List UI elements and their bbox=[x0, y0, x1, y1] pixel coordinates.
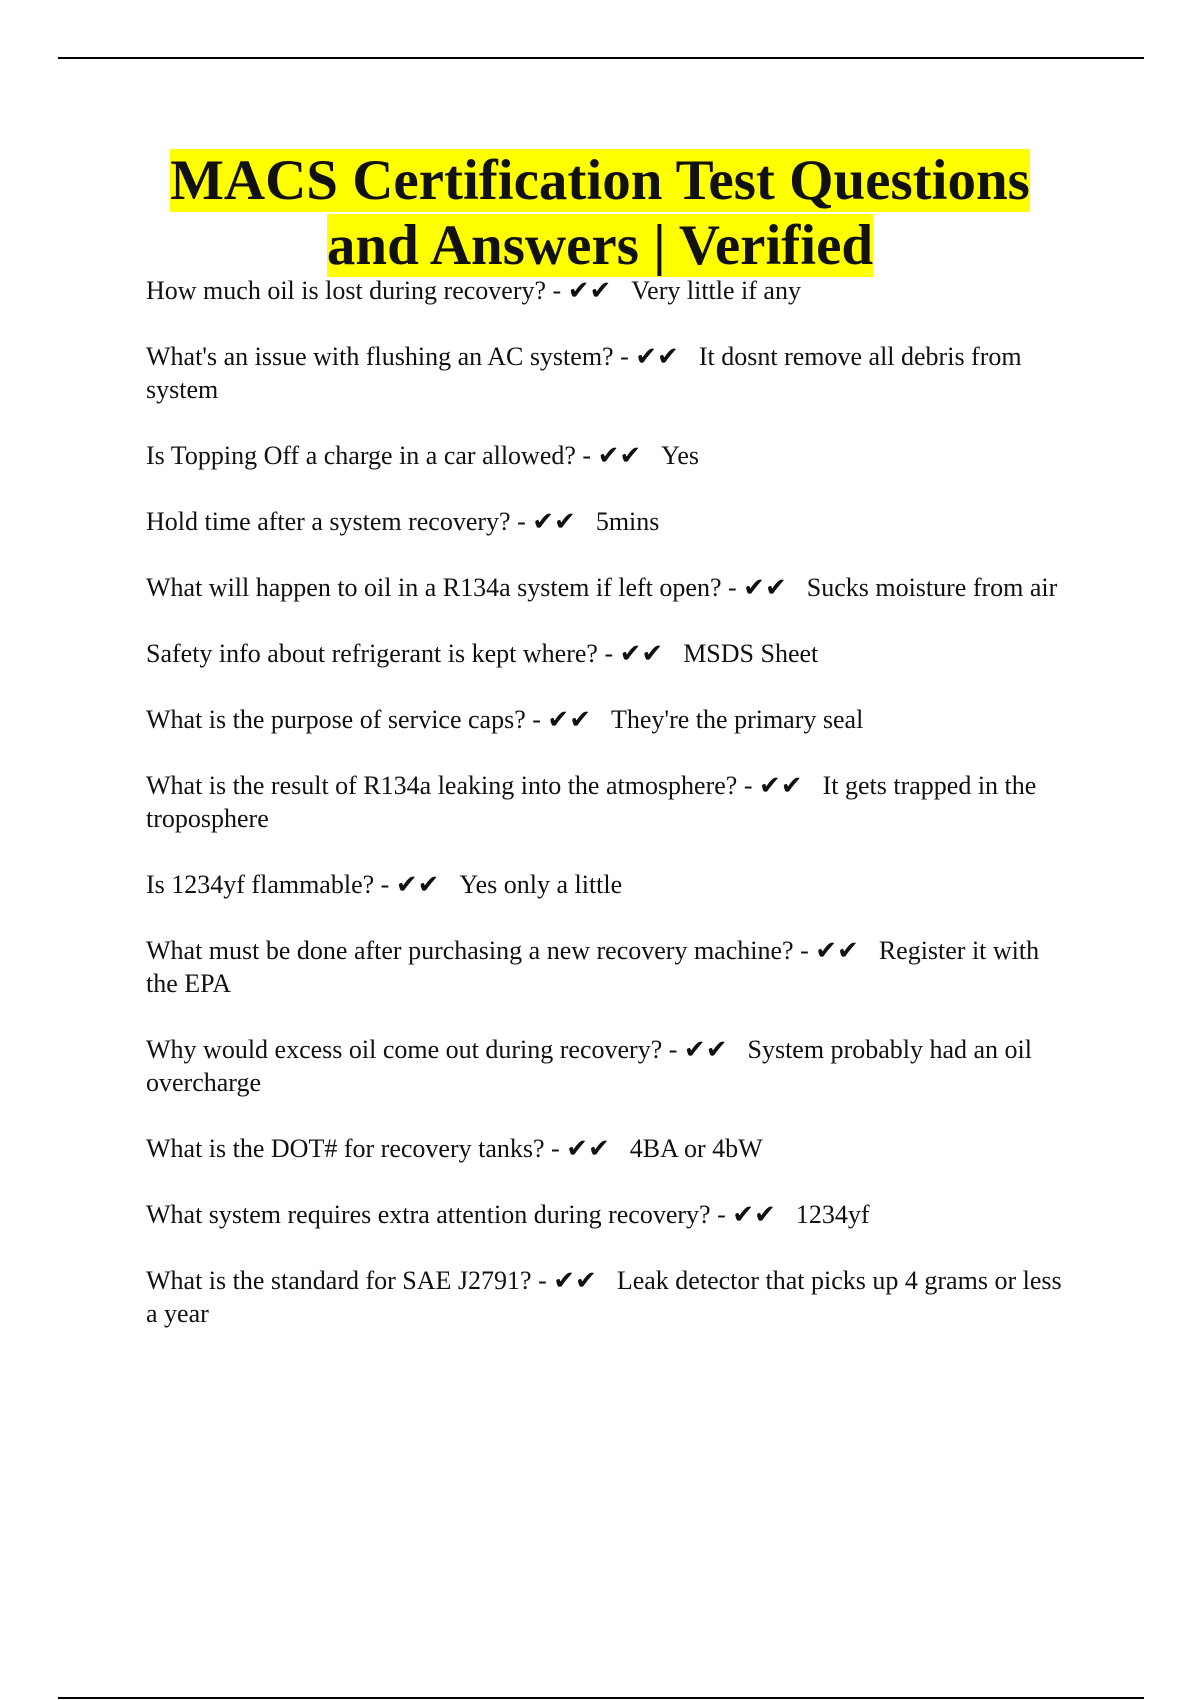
qa-item bbox=[146, 571, 1076, 604]
page-title-line-1: MACS Certification Test Questions bbox=[170, 149, 1030, 212]
qa-separator: - bbox=[737, 771, 760, 800]
qa-question: What is the result of R134a leaking into the atmosphere? bbox=[146, 771, 738, 800]
page-title-line-2: and Answers | Verified bbox=[326, 214, 874, 277]
checkmark-icon: ✔✔ bbox=[395, 870, 440, 899]
top-divider bbox=[58, 57, 1144, 59]
qa-answer: Leak detector that picks up 4 grams or less a year bbox=[146, 1266, 1062, 1328]
qa-answer: Very little if any bbox=[631, 276, 801, 305]
qa-separator: - bbox=[597, 639, 620, 668]
qa-list bbox=[146, 274, 1076, 1363]
qa-question: What system requires extra attention during recovery? bbox=[146, 1200, 711, 1229]
qa-item bbox=[146, 868, 1076, 901]
qa-question: What must be done after purchasing a new recovery machine? bbox=[146, 936, 794, 965]
qa-item bbox=[146, 703, 1076, 736]
checkmark-icon: ✔✔ bbox=[553, 1266, 597, 1295]
qa-answer: Yes only a little bbox=[459, 870, 623, 899]
qa-question: What will happen to oil in a R134a system if left open? bbox=[146, 573, 722, 602]
qa-separator: - bbox=[544, 1134, 567, 1163]
qa-separator: - bbox=[525, 705, 548, 734]
checkmark-icon: ✔✔ bbox=[547, 705, 591, 734]
qa-question: Hold time after a system recovery? bbox=[146, 507, 511, 536]
qa-question: Why would excess oil come out during recovery? bbox=[146, 1035, 663, 1064]
qa-answer: It gets trapped in the troposphere bbox=[146, 771, 1037, 833]
qa-answer: Sucks moisture from air bbox=[806, 573, 1058, 602]
qa-item bbox=[146, 637, 1076, 670]
qa-item bbox=[146, 439, 1076, 472]
page-title bbox=[60, 148, 1140, 278]
qa-item bbox=[146, 274, 1076, 307]
qa-item bbox=[146, 934, 1076, 1000]
qa-separator: - bbox=[710, 1200, 733, 1229]
qa-separator: - bbox=[374, 870, 396, 899]
qa-item bbox=[146, 505, 1076, 538]
checkmark-icon: ✔✔ bbox=[567, 276, 612, 305]
qa-separator: - bbox=[721, 573, 744, 602]
checkmark-icon: ✔✔ bbox=[683, 1035, 728, 1064]
qa-question: What is the purpose of service caps? bbox=[146, 705, 526, 734]
qa-answer: Yes bbox=[661, 441, 700, 470]
qa-question: What's an issue with flushing an AC system? bbox=[146, 342, 614, 371]
qa-question: Is Topping Off a charge in a car allowed? bbox=[146, 441, 576, 470]
checkmark-icon: ✔✔ bbox=[815, 936, 859, 965]
qa-answer: System probably had an oil overcharge bbox=[146, 1035, 1032, 1097]
qa-separator: - bbox=[575, 441, 598, 470]
qa-item bbox=[146, 1033, 1076, 1099]
qa-item bbox=[146, 1132, 1076, 1165]
qa-answer: They're the primary seal bbox=[611, 705, 864, 734]
qa-item bbox=[146, 1264, 1076, 1330]
checkmark-icon: ✔✔ bbox=[597, 441, 642, 470]
qa-question: How much oil is lost during recovery? bbox=[146, 276, 547, 305]
qa-question: What is the DOT# for recovery tanks? bbox=[146, 1134, 545, 1163]
qa-answer: 4BA or 4bW bbox=[629, 1134, 763, 1163]
checkmark-icon: ✔✔ bbox=[532, 507, 576, 536]
qa-item bbox=[146, 340, 1076, 406]
qa-separator: - bbox=[546, 276, 568, 305]
checkmark-icon: ✔✔ bbox=[566, 1134, 610, 1163]
checkmark-icon: ✔✔ bbox=[743, 573, 787, 602]
qa-answer: It dosnt remove all debris from system bbox=[146, 342, 1022, 404]
qa-separator: - bbox=[531, 1266, 554, 1295]
qa-answer: 1234yf bbox=[795, 1200, 870, 1229]
checkmark-icon: ✔✔ bbox=[619, 639, 664, 668]
qa-answer: 5mins bbox=[595, 507, 660, 536]
qa-question: Safety info about refrigerant is kept where? bbox=[146, 639, 598, 668]
qa-item bbox=[146, 769, 1076, 835]
qa-item bbox=[146, 1198, 1076, 1231]
qa-separator: - bbox=[662, 1035, 684, 1064]
checkmark-icon: ✔✔ bbox=[759, 771, 803, 800]
qa-question: Is 1234yf flammable? bbox=[146, 870, 375, 899]
checkmark-icon: ✔✔ bbox=[635, 342, 679, 371]
qa-separator: - bbox=[793, 936, 816, 965]
checkmark-icon: ✔✔ bbox=[732, 1200, 776, 1229]
qa-answer: Register it with the EPA bbox=[146, 936, 1040, 998]
bottom-divider bbox=[58, 1697, 1144, 1699]
qa-separator: - bbox=[510, 507, 533, 536]
qa-separator: - bbox=[613, 342, 636, 371]
qa-question: What is the standard for SAE J2791? bbox=[146, 1266, 532, 1295]
qa-answer: MSDS Sheet bbox=[683, 639, 819, 668]
